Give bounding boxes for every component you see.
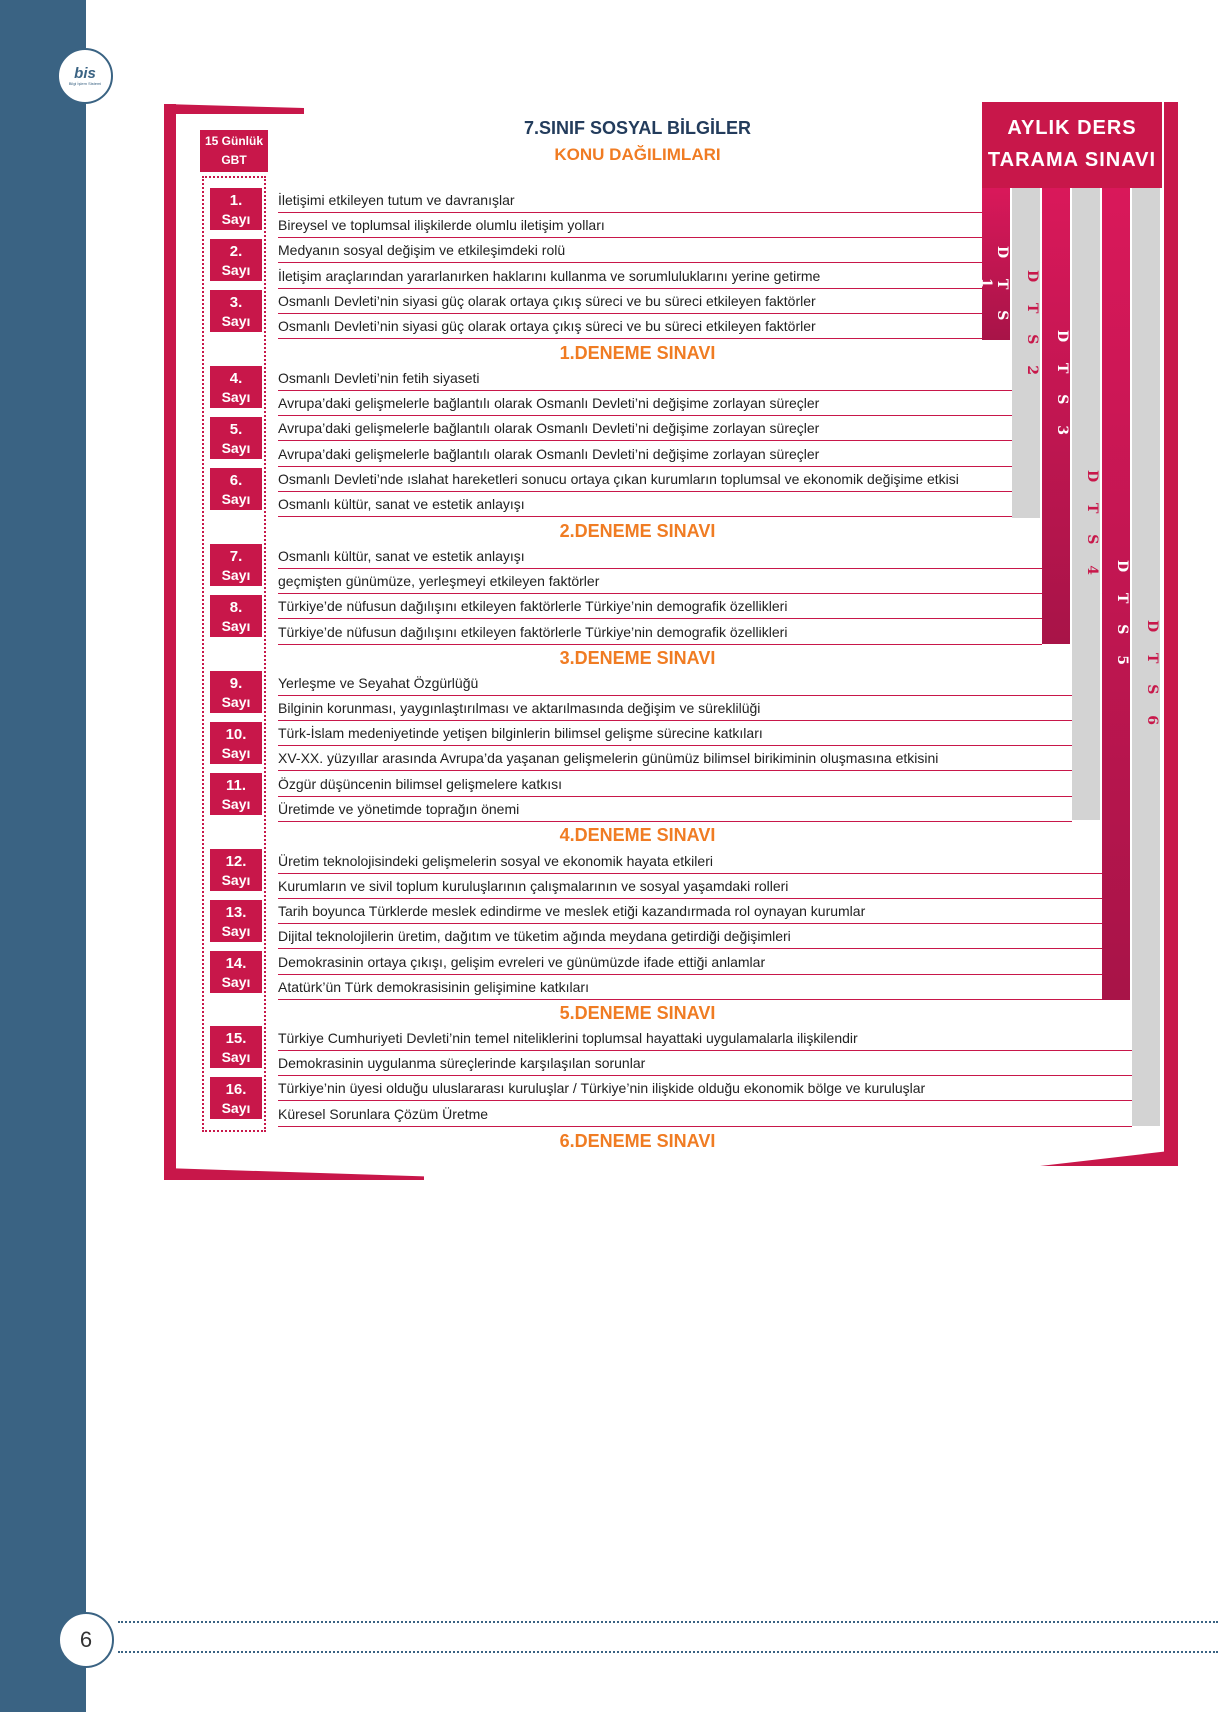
topic-row: Türkiye’nin üyesi olduğu uluslararası kuruluşlar / Türkiye’nin ilişkide olduğu ekonomik bölge ve kuruluşlar <box>278 1076 1132 1101</box>
issue-number: 5. <box>229 421 243 438</box>
issue-badge-8 <box>210 595 262 637</box>
issue-word: Sayı <box>221 618 251 634</box>
exam-heading-4: 4.DENEME SINAVI <box>559 825 716 845</box>
issue-badge-1 <box>210 188 262 230</box>
topic-row: Osmanlı Devleti’nde ıslahat hareketleri sonucu ortaya çıkan kurumların toplumsal ve ekonomik değişime etkisi <box>278 467 1012 492</box>
issue-number: 9. <box>229 675 243 692</box>
gbt-header <box>200 130 268 172</box>
issue-word: Sayı <box>221 974 251 990</box>
topic-row: Üretim teknolojisindeki gelişmelerin sosyal ve ekonomik hayata etkileri <box>278 849 1102 874</box>
topic-row: Yerleşme ve Seyahat Özgürlüğü <box>278 671 1072 696</box>
topic-row: Dijital teknolojilerin üretim, dağıtım ve tüketim ağında meydana getirdiği değişimleri <box>278 924 1102 949</box>
issue-number: 3. <box>229 294 243 311</box>
issue-number: 6. <box>229 472 243 489</box>
topic-row: Medyanın sosyal değişim ve etkileşimdeki rolü <box>278 238 982 263</box>
topic-row: Türkiye’de nüfusun dağılışını etkileyen faktörlerle Türkiye’nin demografik özellikleri <box>278 594 1042 619</box>
issue-word: Sayı <box>221 872 251 888</box>
issue-number: 4. <box>229 370 243 387</box>
issue-number: 14. <box>225 955 247 972</box>
issue-badge-10 <box>210 722 262 764</box>
exam-heading-5: 5.DENEME SINAVI <box>559 1003 716 1023</box>
topic-row: Üretimde ve yönetimde toprağın önemi <box>278 797 1072 822</box>
issue-word: Sayı <box>221 567 251 583</box>
issue-badge-7 <box>210 544 262 586</box>
topic-row: Küresel Sorunlara Çözüm Üretme <box>278 1102 1132 1127</box>
issue-badge-4 <box>210 366 262 408</box>
issue-word: Sayı <box>221 262 251 278</box>
issue-word: Sayı <box>221 491 251 507</box>
issue-number: 15. <box>225 1030 247 1047</box>
topic-row: Osmanlı Devleti’nin siyasi güç olarak ortaya çıkış süreci ve bu süreci etkileyen faktörler <box>278 314 982 339</box>
issue-badge-13 <box>210 900 262 942</box>
issue-word: Sayı <box>221 313 251 329</box>
issue-number: 13. <box>225 904 247 921</box>
issue-word: Sayı <box>221 440 251 456</box>
dts-column-6 <box>1132 188 1160 1126</box>
exam-heading-2: 2.DENEME SINAVI <box>559 521 716 541</box>
dts-column-5 <box>1102 188 1130 1000</box>
dts-label-1: D T S 1 <box>978 245 1010 329</box>
footer-dotted-line-bottom <box>118 1651 1218 1653</box>
exam-heading-1: 1.DENEME SINAVI <box>559 343 716 363</box>
page-title: 7.SINIF SOSYAL BİLGİLER <box>523 118 752 138</box>
dts-label-2: D T S 2 <box>1024 270 1040 384</box>
topic-row: İletişimi etkileyen tutum ve davranışlar <box>278 188 982 213</box>
issue-word: Sayı <box>221 796 251 812</box>
topic-row: Osmanlı Devleti’nin fetih siyaseti <box>278 366 1012 391</box>
topic-row: Özgür düşüncenin bilimsel gelişmelere katkısı <box>278 772 1072 797</box>
frame-right <box>1164 102 1178 1166</box>
exam-heading-3: 3.DENEME SINAVI <box>559 648 716 668</box>
issue-number: 16. <box>225 1081 247 1098</box>
topic-row: Bilginin korunması, yaygınlaştırılması ve aktarılmasında değişim ve süreklilüği <box>278 696 1072 721</box>
issue-word: Sayı <box>221 1100 251 1116</box>
issue-word: Sayı <box>221 745 251 761</box>
dts-label-5: D T S 5 <box>1114 560 1130 674</box>
topic-row: Avrupa’daki gelişmelerle bağlantılı olarak Osmanlı Devleti’ni değişime zorlayan süreçler <box>278 416 1012 441</box>
topic-row: İletişim araçlarından yararlanırken haklarını kullanma ve sorumluluklarını yerine getirme <box>278 264 982 289</box>
issue-word: Sayı <box>221 923 251 939</box>
topic-row: Osmanlı kültür, sanat ve estetik anlayışı <box>278 492 1012 517</box>
dts-label-4: D T S 4 <box>1084 470 1100 584</box>
gbt-header-line1: 15 Günlük <box>204 134 263 148</box>
topic-row: geçmişten günümüze, yerleşmeyi etkileyen faktörler <box>278 569 1042 594</box>
frame-bottom-left <box>164 1168 424 1180</box>
topic-row: Atatürk’ün Türk demokrasisinin gelişimine katkıları <box>278 975 1102 1000</box>
monthly-exam-line1: AYLIK DERS <box>1007 117 1137 139</box>
dts-column-2 <box>1012 188 1040 518</box>
frame-left <box>164 104 176 1180</box>
topic-row: Türkiye’de nüfusun dağılışını etkileyen faktörlerle Türkiye’nin demografik özellikleri <box>278 620 1042 645</box>
publisher-logo <box>57 48 113 104</box>
frame-bottom-right <box>1040 1150 1178 1166</box>
topic-row: XV-XX. yüzyıllar arasında Avrupa’da yaşanan gelişmelerin günümüz bilimsel birikiminin oluşmasına etkisini <box>278 746 1072 771</box>
gbt-dotted-box-top <box>202 176 266 178</box>
issue-badge-15 <box>210 1026 262 1068</box>
dts-column-3 <box>1042 188 1070 644</box>
issue-number: 7. <box>229 548 243 565</box>
topic-row: Türk-İslam medeniyetinde yetişen bilginlerin bilimsel gelişme sürecine katkıları <box>278 721 1072 746</box>
issue-badge-12 <box>210 849 262 891</box>
exam-heading-6: 6.DENEME SINAVI <box>559 1131 716 1151</box>
topic-row: Demokrasinin ortaya çıkışı, gelişim evreleri ve günümüzde ifade ettiği anlamlar <box>278 950 1102 975</box>
issue-badge-3 <box>210 290 262 332</box>
topic-row: Kurumların ve sivil toplum kuruluşlarının çalışmalarının ve sosyal yaşamdaki rolleri <box>278 874 1102 899</box>
issue-badge-6 <box>210 468 262 510</box>
monthly-exam-line2: TARAMA SINAVI <box>987 149 1157 171</box>
issue-number: 11. <box>225 777 247 794</box>
sidebar-strip <box>0 0 86 1712</box>
logo-subtext: Bilgi İşlem Sistemi <box>68 80 102 86</box>
issue-number: 12. <box>225 853 247 870</box>
dts-label-6: D T S 6 <box>1144 620 1160 734</box>
dts-column-1 <box>978 188 1010 340</box>
issue-word: Sayı <box>221 1049 251 1065</box>
logo-text: bis <box>74 64 96 82</box>
topic-row: Avrupa’daki gelişmelerle bağlantılı olarak Osmanlı Devleti’ni değişime zorlayan süreçler <box>278 391 1012 416</box>
dts-label-3: D T S 3 <box>1054 330 1070 444</box>
issue-word: Sayı <box>221 389 251 405</box>
issue-badge-16 <box>210 1077 262 1119</box>
page-subtitle: KONU DAĞILIMLARI <box>554 145 721 164</box>
issue-number: 8. <box>229 599 243 616</box>
page-number: 6 <box>58 1612 114 1668</box>
issue-number: 10. <box>225 726 247 743</box>
topic-row: Bireysel ve toplumsal ilişkilerde olumlu iletişim yolları <box>278 213 982 238</box>
issue-badge-9 <box>210 671 262 713</box>
issue-badge-5 <box>210 417 262 459</box>
gbt-header-line2: GBT <box>221 153 247 167</box>
issue-badge-2 <box>210 239 262 281</box>
dts-column-4 <box>1072 188 1100 820</box>
issue-number: 1. <box>229 192 243 209</box>
issue-word: Sayı <box>221 694 251 710</box>
issue-word: Sayı <box>221 211 251 227</box>
monthly-exam-header <box>982 102 1162 188</box>
frame-top <box>164 104 304 114</box>
topic-row: Osmanlı Devleti’nin siyasi güç olarak ortaya çıkış süreci ve bu süreci etkileyen faktörler <box>278 289 982 314</box>
topic-row: Tarih boyunca Türklerde meslek edindirme ve meslek etiği kazandırmada rol oynayan kurumlar <box>278 899 1102 924</box>
issue-badge-14 <box>210 951 262 993</box>
topic-row: Avrupa’daki gelişmelerle bağlantılı olarak Osmanlı Devleti’ni değişime zorlayan süreçler <box>278 442 1012 467</box>
footer-dotted-line-top <box>118 1621 1218 1623</box>
issue-number: 2. <box>229 243 243 260</box>
topic-row: Demokrasinin uygulanma süreçlerinde karşılaşılan sorunlar <box>278 1051 1132 1076</box>
topic-row: Türkiye Cumhuriyeti Devleti’nin temel niteliklerini toplumsal hayattaki uygulamalarla ilişkilendir <box>278 1026 1132 1051</box>
issue-badge-11 <box>210 773 262 815</box>
topic-row: Osmanlı kültür, sanat ve estetik anlayışı <box>278 544 1042 569</box>
